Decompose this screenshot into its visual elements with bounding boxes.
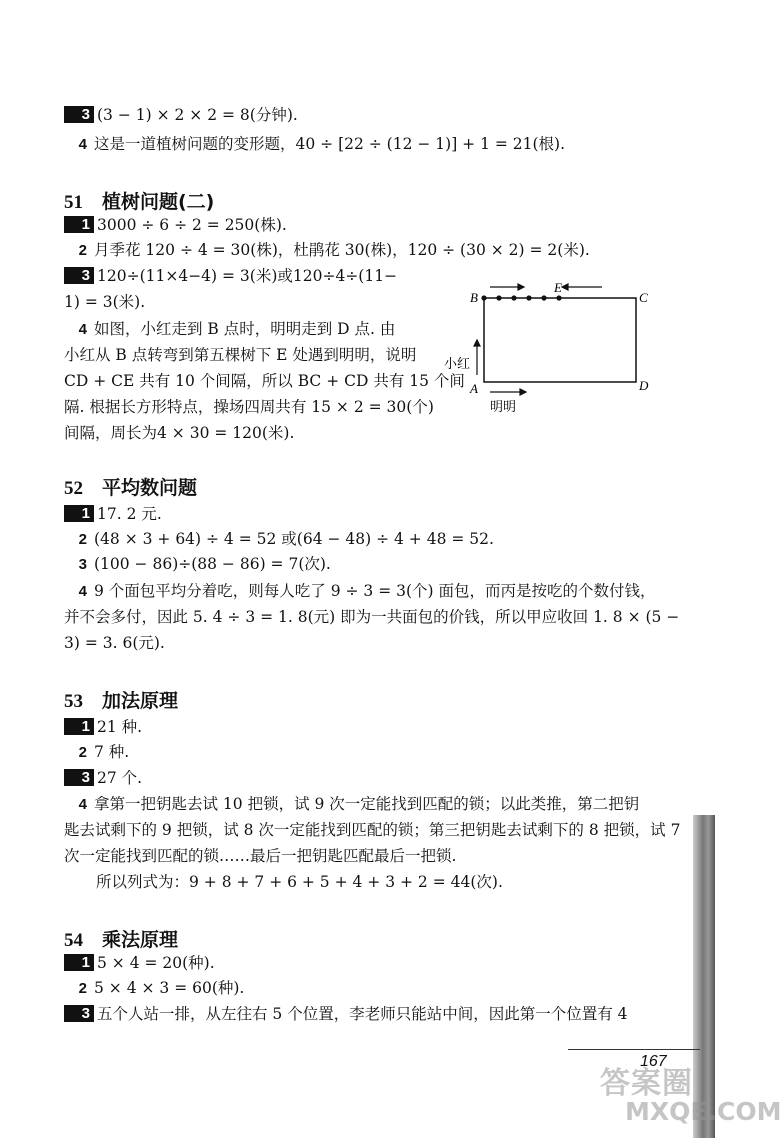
label-E: E	[554, 280, 562, 295]
label-C: C	[639, 290, 648, 305]
label-D: D	[639, 378, 649, 393]
mingming-arrow-bottom	[490, 389, 526, 395]
answer-line: 1 3000 ÷ 6 ÷ 2 = 250(株).	[64, 214, 287, 236]
section-heading-53: 53 加法原理	[64, 690, 179, 712]
rectangle-diagram-svg	[440, 280, 670, 420]
answer-line: 3 (100 − 86)÷(88 − 86) = 7(次).	[64, 553, 331, 576]
answer-number-badge: 3	[64, 267, 94, 284]
section-heading-51: 51 植树问题(二)	[64, 191, 215, 213]
answer-number: 4	[78, 321, 87, 338]
answer-line: 3 (3 − 1) × 2 × 2 = 8(分钟).	[64, 104, 298, 126]
section-heading-52: 52 平均数问题	[64, 477, 198, 499]
answer-line: 隔. 根据长方形特点，操场四周共有 15 × 2 = 30(个)	[64, 398, 434, 416]
answer-number-badge: 1	[64, 954, 94, 971]
answer-number: 4	[78, 136, 87, 153]
answer-line: 间隔，周长为4 × 30 = 120(米).	[64, 424, 295, 442]
answer-line: 1 17. 2 元.	[64, 503, 162, 525]
answer-number: 4	[78, 796, 87, 813]
answer-line: 3) = 3. 6(元).	[64, 634, 165, 652]
answer-number-badge: 1	[64, 505, 94, 522]
label-A: A	[470, 381, 478, 396]
rectangle-diagram	[440, 280, 670, 424]
footer-rule	[568, 1049, 700, 1050]
answer-line: 1) = 3(米).	[64, 293, 146, 311]
answer-number: 2	[78, 744, 87, 761]
answer-line: 4 拿第一把钥匙去试 10 把锁，试 9 次一定能找到匹配的锁；以此类推，第二把钥	[64, 793, 639, 816]
label-xiaohong: 小红	[444, 357, 471, 372]
mingming-arrow-top	[490, 284, 524, 290]
answer-line: 1 21 种.	[64, 716, 142, 738]
answer-number-badge: 3	[64, 1005, 94, 1022]
answer-number-badge: 1	[64, 718, 94, 735]
answer-number: 4	[78, 583, 87, 600]
label-mingming: 明明	[490, 400, 517, 415]
answer-line: 3 五个人站一排，从左往右 5 个位置，李老师只能站中间，因此第一个位置有 4	[64, 1003, 628, 1025]
answer-line: 所以列式为：9 + 8 + 7 + 6 + 5 + 4 + 3 + 2 = 44(次).	[96, 873, 503, 891]
answer-line: 4 如图，小红走到 B 点时，明明走到 D 点. 由	[64, 318, 395, 341]
xiaohong-arrow-top	[562, 284, 602, 290]
watermark-url: MXQE.COM	[625, 1097, 781, 1126]
answer-number-badge: 3	[64, 106, 94, 123]
answer-line: 小红从 B 点转弯到第五棵树下 E 处遇到明明，说明	[64, 346, 417, 364]
playground-rectangle	[484, 298, 636, 382]
answer-line: 4 9 个面包平均分着吃，则每人吃了 9 ÷ 3 = 3(个) 面包，而丙是按吃的个数付钱，	[64, 580, 656, 603]
answer-line: 3 120÷(11×4−4) = 3(米)或120÷4÷(11−	[64, 265, 397, 287]
page-number: 167	[640, 1053, 667, 1070]
answer-line: 2 7 种.	[64, 741, 129, 764]
section-heading-54: 54 乘法原理	[64, 929, 179, 951]
answer-number: 2	[78, 531, 87, 548]
answer-line: 1 5 × 4 = 20(种).	[64, 952, 215, 974]
xiaohong-arrow-left	[474, 340, 480, 375]
answer-line: 2 (48 × 3 + 64) ÷ 4 = 52 或(64 − 48) ÷ 4 + 48 = 52.	[64, 528, 494, 551]
label-B: B	[470, 290, 478, 305]
answer-line: CD + CE 共有 10 个间隔，所以 BC + CD 共有 15 个间	[64, 372, 465, 390]
answer-number-badge: 1	[64, 216, 94, 233]
watermark-logo: 答案圈	[600, 1066, 693, 1101]
answer-line: 4 这是一道植树问题的变形题，40 ÷ [22 ÷ (12 − 1)] + 1 = 21(根).	[64, 133, 565, 156]
answer-line: 3 27 个.	[64, 767, 142, 789]
answer-number: 3	[78, 556, 87, 573]
answer-number: 2	[78, 980, 87, 997]
answer-line: 并不会多付，因此 5. 4 ÷ 3 = 1. 8(元) 即为一共面包的价钱，所以甲应收回 1. 8 × (5 −	[64, 608, 680, 626]
answer-line: 2 月季花 120 ÷ 4 = 30(株)，杜鹃花 30(株)，120 ÷ (30 × 2) = 2(米).	[64, 239, 590, 262]
answer-line: 次一定能找到匹配的锁……最后一把钥匙匹配最后一把锁.	[64, 847, 457, 865]
answer-line: 匙去试剩下的 9 把锁，试 8 次一定能找到匹配的锁；第三把钥匙去试剩下的 8 把锁，试 7	[64, 821, 681, 839]
answer-line: 2 5 × 4 × 3 = 60(种).	[64, 977, 244, 1000]
answer-number: 2	[78, 242, 87, 259]
page-edge-shading	[693, 815, 715, 1138]
answer-number-badge: 3	[64, 769, 94, 786]
